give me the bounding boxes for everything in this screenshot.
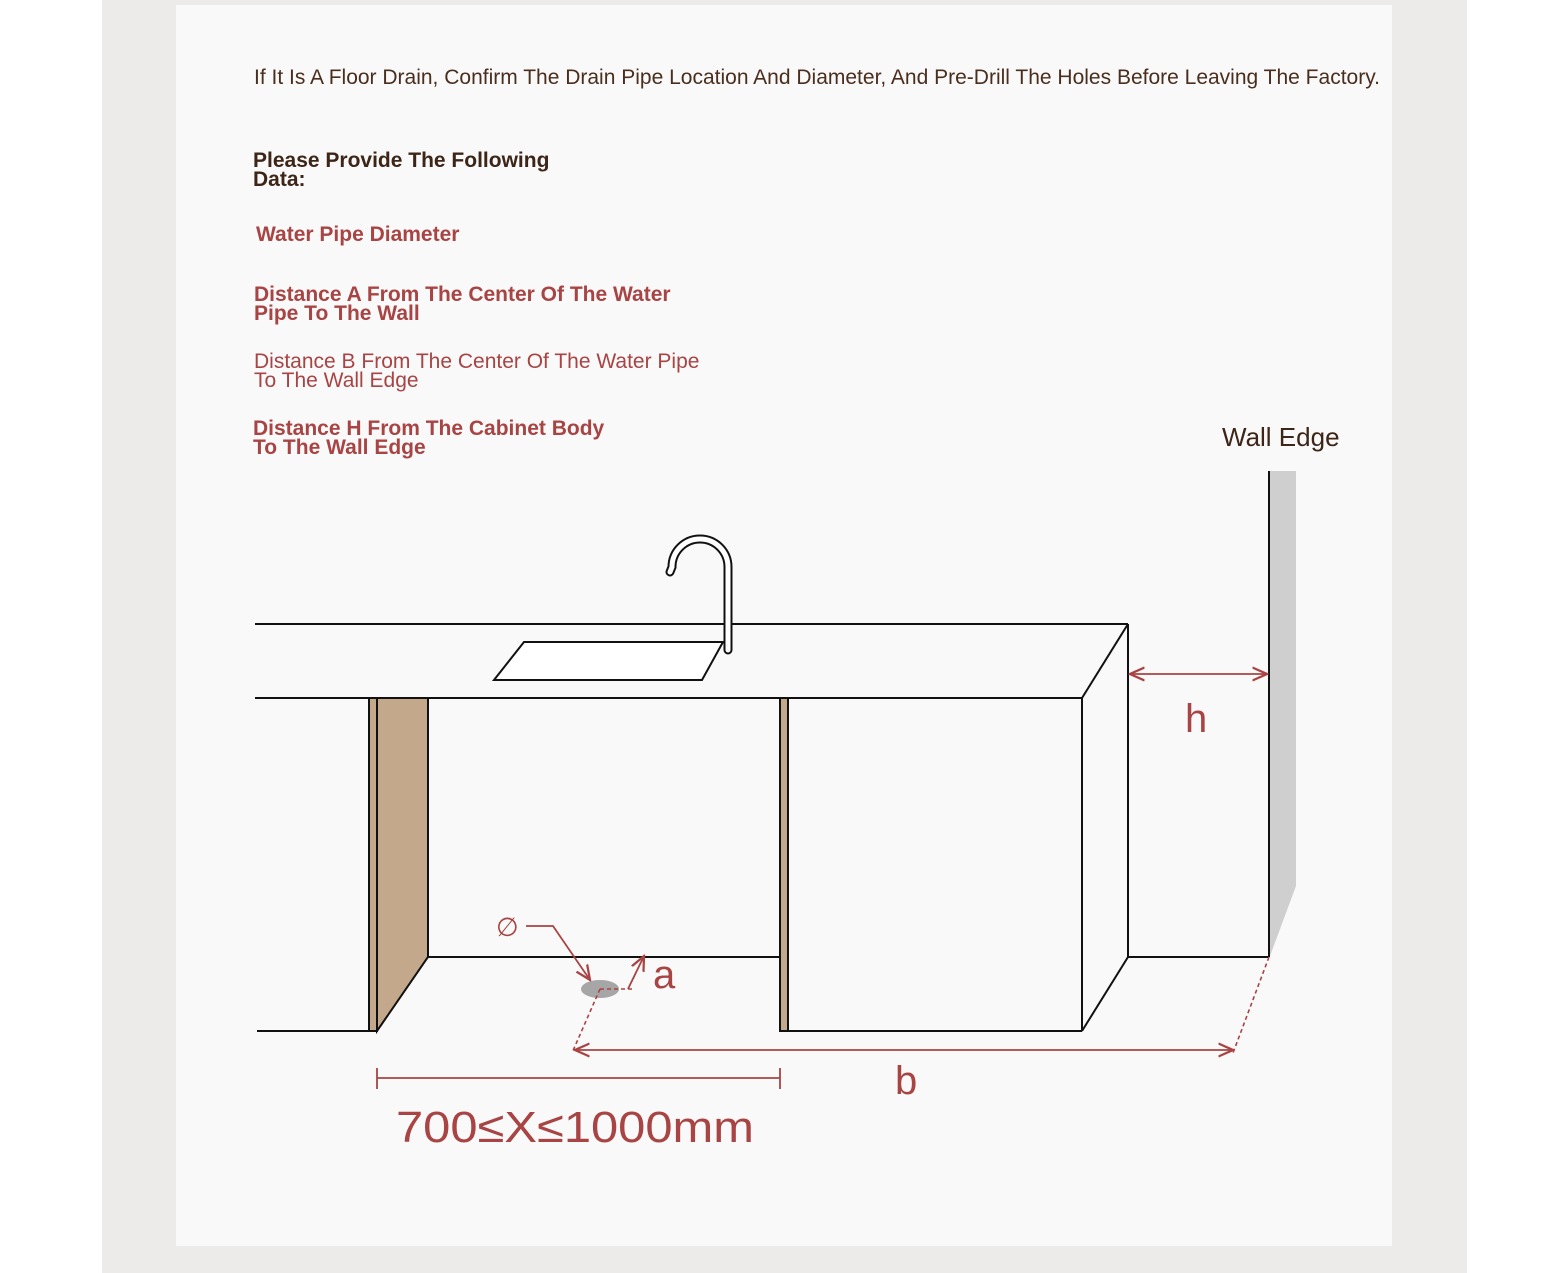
diameter-symbol: ∅ xyxy=(496,912,519,942)
x-range-bracket xyxy=(377,1068,780,1089)
faucet-icon xyxy=(670,539,728,650)
item-distance-h: Distance H From The Cabinet Body To The Wall Edge xyxy=(253,417,605,459)
label-h: h xyxy=(1185,697,1208,741)
wall-shading xyxy=(1270,471,1296,956)
label-b: b xyxy=(895,1059,918,1103)
x-range-label: 700≤X≤1000mm xyxy=(396,1103,754,1152)
sink xyxy=(494,642,723,680)
data-heading: Please Provide The Following Data: xyxy=(253,149,550,191)
item-distance-b: Distance B From The Center Of The Water Pipe To The Wall Edge xyxy=(254,350,700,392)
top-note: If It Is A Floor Drain, Confirm The Drain Pipe Location And Diameter, And Pre-Drill The Holes Before Leaving The Factory. xyxy=(254,66,1380,89)
item-pipe-diameter: Water Pipe Diameter xyxy=(256,223,460,246)
label-a: a xyxy=(653,953,676,997)
wall-edge-label: Wall Edge xyxy=(1222,422,1340,452)
right-cabinet xyxy=(788,624,1128,1031)
diameter-leader xyxy=(526,926,590,980)
dim-b-guide-right xyxy=(1233,957,1269,1053)
left-side-panel xyxy=(369,698,428,1031)
middle-panel xyxy=(780,698,788,1031)
dim-a-arrow xyxy=(628,956,644,989)
dim-b-guide-left xyxy=(572,989,600,1053)
item-distance-a: Distance A From The Center Of The Water Pipe To The Wall xyxy=(254,283,671,325)
